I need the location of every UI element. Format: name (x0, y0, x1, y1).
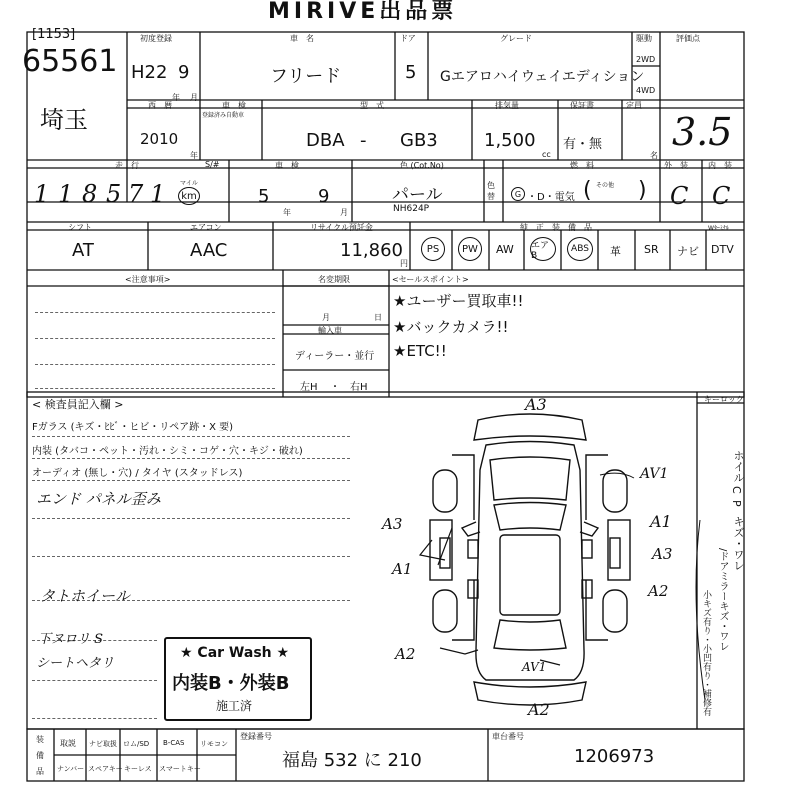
lot-number: 65561 (22, 44, 118, 79)
recycle: 11,860 (340, 240, 403, 261)
footer-label-3: 品 (36, 767, 44, 776)
label-import: 輸入車 (318, 326, 342, 335)
sales-point-2: ★バックカメラ!! (393, 318, 509, 336)
footer-r1-3: ロム/SD (123, 740, 150, 748)
drive-2wd: 2WD (636, 55, 656, 64)
hw-note-4: シートヘタリ (36, 656, 115, 671)
equip-aw: AW (496, 243, 514, 256)
side-legend-3: P (730, 500, 743, 507)
shaken-year: 5 (258, 186, 270, 207)
footer-r1-1: 取説 (60, 739, 76, 748)
label-shift: シフト (68, 223, 92, 232)
model-sep: - (360, 130, 367, 151)
label-score: 評価点 (676, 34, 700, 43)
footer-reg-no: 福島 532 に 210 (282, 750, 422, 771)
label-capacity: 定員 (626, 101, 642, 110)
inspector-line-3: オーディオ (無し・穴) / タイヤ (スタッドレス) (32, 468, 243, 479)
fuel-paren-close: ) (638, 178, 647, 203)
document-title: MIRIVE出品票 (268, 0, 458, 24)
footer-r1-4: B-CAS (163, 739, 185, 747)
color-name: パール (392, 185, 443, 205)
damage-r1: A1 (650, 512, 672, 531)
damage-avl-top: AV1 (640, 466, 669, 482)
footer-r1-5: リモコン (200, 740, 228, 748)
model-prefix: DBA (306, 130, 345, 151)
displacement: 1,500 (484, 130, 536, 151)
label-shaken-y: 年 (283, 208, 291, 217)
label-model: 型 式 (360, 101, 384, 110)
footer-r2-2: スペアキー (88, 765, 123, 773)
damage-bottom: A2 (528, 700, 550, 719)
label-exterior: 外 装 (664, 161, 688, 170)
equip-pw: PW (458, 237, 482, 261)
mileage-d2: 1 (58, 180, 74, 208)
damage-top: A3 (525, 395, 547, 414)
label-month: 月 (190, 93, 198, 102)
label-cc: cc (542, 150, 551, 159)
label-car-name: 車 名 (290, 34, 314, 43)
score: 3.5 (672, 110, 733, 154)
equip-navi: ナビ (677, 245, 699, 258)
footer-r2-1: ナンバー (57, 765, 85, 773)
car-wash-result: 内装B・外装B (172, 673, 290, 694)
label-first-reg: 初度登録 (140, 34, 172, 43)
footer-reg-label: 登録番号 (240, 732, 272, 741)
handle-dot: ・ (330, 382, 340, 393)
label-key: キーロック (704, 395, 744, 404)
warranty: 有・無 (563, 137, 603, 152)
label-equipment: 純 正 装 備 品 (520, 223, 592, 232)
equip-ps: PS (421, 237, 445, 261)
car-name: フリード (270, 66, 342, 87)
equip-leather: 革 (610, 245, 621, 258)
label-chassis: S/# (205, 160, 220, 169)
equip-sr: SR (644, 243, 659, 256)
footer-label-1: 装 (36, 735, 44, 744)
mileage-d1: 1 (34, 180, 50, 208)
label-name-day: 日 (374, 313, 382, 322)
fuel-other: その他 (596, 182, 615, 189)
label-year: 年 (172, 93, 180, 102)
damage-l1: A3 (382, 515, 403, 533)
side-legend-6: 小キズ有り・小凹有り・補修有 (701, 590, 711, 716)
color-code: NH624P (393, 204, 430, 214)
equip-airbag: エアB (530, 237, 556, 261)
damage-avl-bottom: AV1 (522, 660, 547, 674)
footer-chassis-label: 車台番号 (492, 732, 524, 741)
label-grade: グレード (500, 34, 532, 43)
footer-r2-4: スマートキー (159, 765, 201, 773)
grade: Gエアロハイウェイエディション (440, 69, 645, 85)
label-name-change: 名変期限 (318, 275, 350, 284)
label-warranty: 保証書 (570, 101, 594, 110)
damage-l2: A1 (392, 560, 413, 578)
region: 埼玉 (40, 106, 88, 134)
handle-left: 左H (300, 382, 318, 393)
damage-r3: A2 (648, 582, 669, 600)
name-change-opts: ディーラー・並行 (295, 351, 375, 362)
label-color: 色 (Cot.No) (400, 161, 444, 170)
label-color-change: 色替 (487, 181, 495, 201)
exterior-grade: C (670, 182, 689, 210)
drive-4wd: 4WD (636, 86, 656, 95)
side-legend-2: C (730, 486, 743, 494)
label-mileage: 走 行 (115, 161, 139, 170)
label-seireki: 西 暦 (148, 101, 172, 110)
footer-r1-2: ナビ取扱 (89, 740, 117, 748)
label-shaken: 車 検 (222, 101, 246, 110)
aircon: AAC (190, 240, 228, 261)
mileage-unit-km: km (178, 187, 200, 205)
first-reg-era: H22 (131, 62, 168, 83)
first-reg-month: 9 (178, 62, 190, 83)
doors: 5 (405, 62, 417, 83)
label-year2: 年 (190, 151, 198, 160)
footer-label-2: 備 (36, 751, 44, 760)
hw-note-3: 下ヌロリ S (38, 632, 104, 647)
label-displacement: 排気量 (495, 101, 519, 110)
inspector-line-1: Fガラス (キズ・ﾋﾋﾞ・ヒビ・リペア跡・X 要) (32, 422, 234, 433)
fuel-paren-open: ( (583, 178, 592, 203)
mileage-d4: 5 (106, 180, 122, 208)
label-sales-point: <セールスポイント> (392, 275, 469, 284)
label-capacity-unit: 名 (650, 151, 658, 160)
mileage-d5: 7 (128, 180, 144, 208)
label-aircon: エアコン (190, 223, 222, 232)
mileage-d6: 1 (150, 180, 166, 208)
mileage-d3: 8 (82, 180, 98, 208)
label-drive: 駆動 (636, 34, 652, 43)
label-interior: 内 装 (708, 161, 732, 170)
year-ad: 2010 (140, 130, 179, 148)
equip-dtv: DTV (711, 243, 734, 256)
label-inspector: < 検査員記入欄 > (32, 398, 124, 411)
damage-l3: A2 (395, 645, 416, 663)
interior-grade: C (712, 182, 731, 210)
handle-right: 右H (350, 382, 368, 393)
label-wbody: Wﾀｰﾐﾅﾙ (708, 225, 729, 232)
lot-bracket: [1153] (32, 27, 76, 42)
mileage-unit-top: マイル (180, 180, 198, 187)
sales-point-3: ★ETC!! (393, 342, 447, 360)
inspector-line-2: 内装 (タバコ・ペット・汚れ・シミ・コゲ・穴・キジ・破れ) (32, 446, 303, 457)
fuel-g-circle: G (511, 187, 525, 201)
side-legend-4: キズ・ワレ (732, 516, 745, 571)
label-notes: <注意事項> (125, 275, 171, 284)
car-wash-title: ★ Car Wash ★ (180, 645, 290, 661)
damage-r2: A3 (652, 545, 673, 563)
shift: AT (72, 240, 94, 261)
label-shaken2: 車 検 (275, 161, 299, 170)
side-legend-5: /ドアミラーキズ・ワレ (717, 548, 728, 652)
footer-chassis-no: 1206973 (574, 746, 655, 767)
car-wash-done: 施工済 (216, 699, 253, 713)
fuel-d: ・D・電気 (527, 192, 575, 203)
label-recycle: リサイクル預託金 (310, 223, 373, 232)
hw-note-1: エンド パネル歪み (36, 490, 161, 508)
label-yen: 円 (400, 259, 408, 268)
equip-abs: ABS (567, 237, 593, 261)
sales-point-1: ★ユーザー買取車!! (393, 292, 524, 310)
footer-r2-3: キーレス (124, 765, 152, 773)
hw-note-2: タトホイール (40, 587, 130, 605)
side-legend-1: ホイル (732, 450, 745, 483)
shaken-month: 9 (318, 186, 330, 207)
label-shaken-m: 月 (340, 208, 348, 217)
model-code: GB3 (400, 130, 438, 151)
label-name-month: 月 (322, 313, 330, 322)
label-doors: ドア (400, 34, 416, 43)
shaken-note: 登録済み自動車 (202, 112, 245, 119)
label-fuel: 燃 料 (570, 161, 594, 170)
